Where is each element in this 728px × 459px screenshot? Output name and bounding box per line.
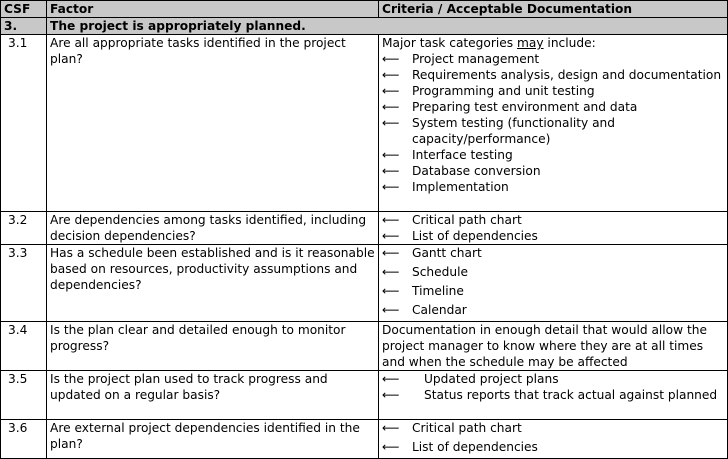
arrow-left-icon: ⟵ <box>382 440 400 454</box>
row-criteria: Documentation in enough detail that would allow the project manager to know where they are at all times and when the schedule may be affected <box>379 322 728 371</box>
list-item: ⟵ Critical path chart <box>382 213 522 227</box>
row-factor: Are external project dependencies identified in the plan? <box>47 420 379 459</box>
header-csf: CSF <box>1 1 47 18</box>
arrow-left-icon: ⟵ <box>382 180 400 194</box>
row-criteria <box>379 245 728 322</box>
arrow-left-icon: ⟵ <box>382 148 400 162</box>
list-item: ⟵ Requirements analysis, design and documentation <box>382 68 722 82</box>
arrow-left-icon: ⟵ <box>382 68 400 82</box>
row-factor: Are all appropriate tasks identified in the project plan? <box>47 35 379 212</box>
row-number: 3.1 <box>1 35 47 212</box>
arrow-left-icon: ⟵ <box>382 388 400 402</box>
list-item: ⟵ Project management <box>382 52 540 66</box>
list-item: ⟵ Implementation <box>382 180 509 194</box>
list-item: ⟵ Status reports that track actual against planned <box>382 388 718 402</box>
table-row <box>1 35 728 212</box>
table-row <box>1 212 728 245</box>
section-title: The project is appropriately planned. <box>47 18 728 35</box>
list-item: ⟵ Schedule <box>382 265 469 279</box>
row-number: 3.6 <box>1 420 47 459</box>
row-number: 3.4 <box>1 322 47 371</box>
list-item: ⟵ Calendar <box>382 303 467 317</box>
row-number: 3.3 <box>1 245 47 322</box>
arrow-left-icon: ⟵ <box>382 284 400 298</box>
row-factor: Has a schedule been established and is it reasonable based on resources, productivity assumptions and dependencies? <box>47 245 379 322</box>
arrow-left-icon: ⟵ <box>382 213 400 227</box>
arrow-left-icon: ⟵ <box>382 164 400 178</box>
emphasis-may: may <box>517 36 544 50</box>
list-item: ⟵ Critical path chart <box>382 421 522 435</box>
arrow-left-icon: ⟵ <box>382 100 400 114</box>
list-item: ⟵ Timeline <box>382 284 464 298</box>
arrow-left-icon: ⟵ <box>382 372 400 386</box>
table-row <box>1 245 728 322</box>
list-item: ⟵ Interface testing <box>382 148 513 162</box>
arrow-left-icon: ⟵ <box>382 229 400 243</box>
section-row <box>1 18 728 35</box>
arrow-left-icon: ⟵ <box>382 84 400 98</box>
table-row <box>1 371 728 420</box>
list-item: ⟵ Database conversion <box>382 164 541 178</box>
row-criteria <box>379 371 728 420</box>
list-item: ⟵ List of dependencies <box>382 440 538 454</box>
row-factor: Is the plan clear and detailed enough to monitor progress? <box>47 322 379 371</box>
row-criteria <box>379 420 728 459</box>
table-row <box>1 322 728 371</box>
row-number: 3.2 <box>1 212 47 245</box>
header-factor: Factor <box>47 1 379 18</box>
arrow-left-icon: ⟵ <box>382 246 400 260</box>
section-number: 3. <box>1 18 47 35</box>
row-factor: Is the project plan used to track progress and updated on a regular basis? <box>47 371 379 420</box>
list-item: ⟵ System testing (functionality and capacity/performance) <box>382 116 616 146</box>
table-row <box>1 420 728 459</box>
row-factor: Are dependencies among tasks identified, including decision dependencies? <box>47 212 379 245</box>
header-row <box>1 1 728 18</box>
row-criteria <box>379 212 728 245</box>
list-item: ⟵ Gantt chart <box>382 246 482 260</box>
row-criteria <box>379 35 728 212</box>
list-item: ⟵ List of dependencies <box>382 229 538 243</box>
arrow-left-icon: ⟵ <box>382 421 400 435</box>
row-number: 3.5 <box>1 371 47 420</box>
arrow-left-icon: ⟵ <box>382 303 400 317</box>
header-criteria: Criteria / Acceptable Documentation <box>379 1 728 18</box>
arrow-left-icon: ⟵ <box>382 52 400 66</box>
criteria-intro: Major task categories may include: <box>382 36 596 50</box>
list-item: ⟵ Updated project plans <box>382 372 559 386</box>
arrow-left-icon: ⟵ <box>382 265 400 279</box>
list-item: ⟵ Preparing test environment and data <box>382 100 638 114</box>
list-item: ⟵ Programming and unit testing <box>382 84 595 98</box>
arrow-left-icon: ⟵ <box>382 116 400 130</box>
